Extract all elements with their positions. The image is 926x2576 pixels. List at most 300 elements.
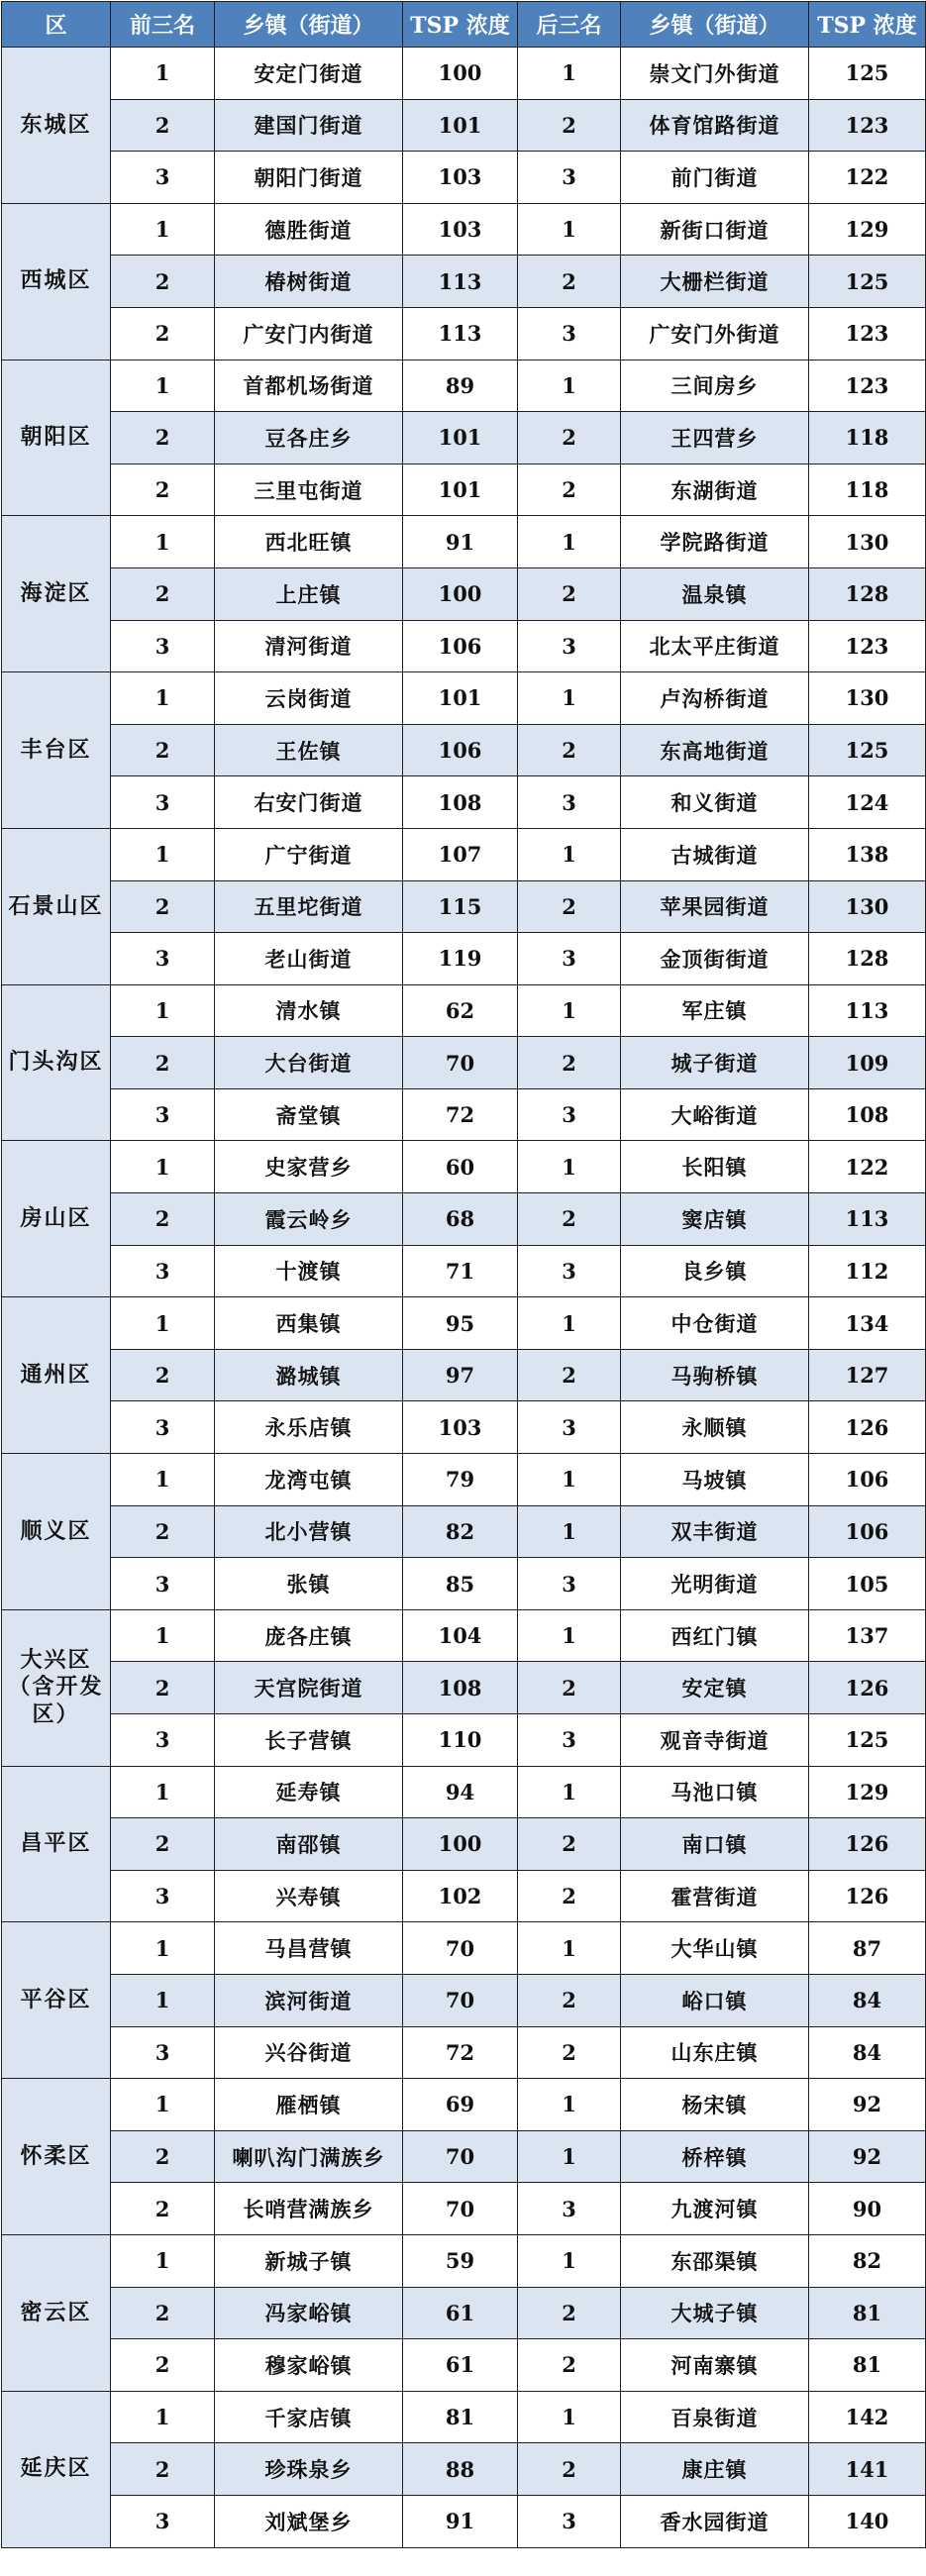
top3-rank-cell: 1 bbox=[111, 2079, 215, 2131]
bottom3-town-cell: 良乡镇 bbox=[621, 1245, 809, 1297]
top3-tsp-cell: 72 bbox=[403, 2026, 518, 2079]
top3-tsp-cell: 110 bbox=[403, 1714, 518, 1767]
top3-rank-cell: 2 bbox=[111, 2287, 215, 2339]
bottom3-tsp-cell: 123 bbox=[809, 360, 926, 412]
bottom3-town-cell: 观音寺街道 bbox=[621, 1714, 809, 1767]
bottom3-tsp-cell: 118 bbox=[809, 412, 926, 464]
top3-town-cell: 斋堂镇 bbox=[215, 1088, 403, 1141]
top3-tsp-cell: 103 bbox=[403, 203, 518, 256]
bottom3-tsp-cell: 128 bbox=[809, 567, 926, 620]
top3-tsp-cell: 60 bbox=[403, 1141, 518, 1193]
district-name: 延庆区 bbox=[2, 2391, 111, 2547]
top3-rank-cell: 1 bbox=[111, 203, 215, 256]
top3-rank-cell: 2 bbox=[111, 256, 215, 308]
top3-rank-cell: 2 bbox=[111, 880, 215, 933]
table-row bbox=[2, 1766, 926, 1818]
bottom3-rank-cell: 2 bbox=[518, 99, 621, 152]
bottom3-rank-cell: 3 bbox=[518, 933, 621, 985]
top3-town-cell: 五里坨街道 bbox=[215, 880, 403, 933]
bottom3-town-cell: 西红门镇 bbox=[621, 1609, 809, 1662]
district-name: 门头沟区 bbox=[2, 984, 111, 1141]
top3-town-cell: 建国门街道 bbox=[215, 99, 403, 152]
bottom3-rank-cell: 2 bbox=[518, 1037, 621, 1089]
bottom3-tsp-cell: 124 bbox=[809, 776, 926, 829]
top3-town-cell: 十渡镇 bbox=[215, 1245, 403, 1297]
bottom3-rank-cell: 3 bbox=[518, 307, 621, 360]
top3-tsp-cell: 102 bbox=[403, 1870, 518, 1922]
table-row bbox=[2, 1714, 926, 1767]
header-top3-town: 乡镇（街道） bbox=[215, 2, 403, 48]
table-row bbox=[2, 1922, 926, 1975]
top3-town-cell: 德胜街道 bbox=[215, 203, 403, 256]
district-name: 密云区 bbox=[2, 2234, 111, 2391]
bottom3-rank-cell: 1 bbox=[518, 984, 621, 1037]
bottom3-rank-cell: 1 bbox=[518, 2234, 621, 2287]
top3-tsp-cell: 106 bbox=[403, 620, 518, 672]
top3-rank-cell: 3 bbox=[111, 1245, 215, 1297]
table-row bbox=[2, 2443, 926, 2496]
top3-rank-cell: 2 bbox=[111, 1193, 215, 1246]
top3-town-cell: 兴寿镇 bbox=[215, 1870, 403, 1922]
top3-rank-cell: 2 bbox=[111, 1662, 215, 1714]
top3-town-cell: 上庄镇 bbox=[215, 567, 403, 620]
bottom3-town-cell: 永顺镇 bbox=[621, 1401, 809, 1454]
bottom3-town-cell: 光明街道 bbox=[621, 1558, 809, 1610]
top3-rank-cell: 2 bbox=[111, 724, 215, 776]
district-name: 怀柔区 bbox=[2, 2079, 111, 2235]
table-row bbox=[2, 203, 926, 256]
bottom3-town-cell: 三间房乡 bbox=[621, 360, 809, 412]
bottom3-rank-cell: 1 bbox=[518, 1766, 621, 1818]
bottom3-town-cell: 大峪街道 bbox=[621, 1088, 809, 1141]
bottom3-tsp-cell: 82 bbox=[809, 2234, 926, 2287]
top3-town-cell: 王佐镇 bbox=[215, 724, 403, 776]
table-row bbox=[2, 360, 926, 412]
bottom3-rank-cell: 1 bbox=[518, 2130, 621, 2183]
top3-tsp-cell: 113 bbox=[403, 307, 518, 360]
top3-town-cell: 首都机场街道 bbox=[215, 360, 403, 412]
top3-town-cell: 西北旺镇 bbox=[215, 516, 403, 568]
district-name: 丰台区 bbox=[2, 672, 111, 829]
top3-rank-cell: 1 bbox=[111, 984, 215, 1037]
bottom3-rank-cell: 2 bbox=[518, 1349, 621, 1401]
top3-rank-cell: 1 bbox=[111, 2391, 215, 2443]
top3-tsp-cell: 95 bbox=[403, 1297, 518, 1350]
top3-tsp-cell: 61 bbox=[403, 2287, 518, 2339]
bottom3-tsp-cell: 106 bbox=[809, 1454, 926, 1506]
top3-tsp-cell: 62 bbox=[403, 984, 518, 1037]
top3-tsp-cell: 71 bbox=[403, 1245, 518, 1297]
table-row bbox=[2, 1870, 926, 1922]
bottom3-tsp-cell: 90 bbox=[809, 2183, 926, 2235]
top3-rank-cell: 3 bbox=[111, 2026, 215, 2079]
bottom3-rank-cell: 3 bbox=[518, 1401, 621, 1454]
top3-tsp-cell: 97 bbox=[403, 1349, 518, 1401]
bottom3-rank-cell: 1 bbox=[518, 1297, 621, 1350]
bottom3-town-cell: 金顶街街道 bbox=[621, 933, 809, 985]
bottom3-rank-cell: 2 bbox=[518, 567, 621, 620]
bottom3-tsp-cell: 123 bbox=[809, 99, 926, 152]
top3-town-cell: 老山街道 bbox=[215, 933, 403, 985]
bottom3-town-cell: 九渡河镇 bbox=[621, 2183, 809, 2235]
bottom3-tsp-cell: 113 bbox=[809, 1193, 926, 1246]
bottom3-rank-cell: 2 bbox=[518, 724, 621, 776]
top3-town-cell: 庞各庄镇 bbox=[215, 1609, 403, 1662]
bottom3-rank-cell: 1 bbox=[518, 1922, 621, 1975]
bottom3-town-cell: 王四营乡 bbox=[621, 412, 809, 464]
bottom3-rank-cell: 3 bbox=[518, 620, 621, 672]
table-row bbox=[2, 152, 926, 204]
table-row bbox=[2, 2391, 926, 2443]
top3-town-cell: 史家营乡 bbox=[215, 1141, 403, 1193]
bottom3-tsp-cell: 112 bbox=[809, 1245, 926, 1297]
bottom3-town-cell: 体育馆路街道 bbox=[621, 99, 809, 152]
top3-rank-cell: 1 bbox=[111, 1297, 215, 1350]
top3-rank-cell: 3 bbox=[111, 776, 215, 829]
table-row bbox=[2, 412, 926, 464]
top3-town-cell: 雁栖镇 bbox=[215, 2079, 403, 2131]
bottom3-tsp-cell: 87 bbox=[809, 1922, 926, 1975]
bottom3-rank-cell: 1 bbox=[518, 1141, 621, 1193]
top3-tsp-cell: 103 bbox=[403, 1401, 518, 1454]
bottom3-rank-cell: 1 bbox=[518, 1454, 621, 1506]
top3-rank-cell: 2 bbox=[111, 2183, 215, 2235]
top3-rank-cell: 3 bbox=[111, 1870, 215, 1922]
district-name: 顺义区 bbox=[2, 1454, 111, 1610]
district-name: 朝阳区 bbox=[2, 360, 111, 516]
top3-tsp-cell: 106 bbox=[403, 724, 518, 776]
table-row bbox=[2, 2130, 926, 2183]
table-row bbox=[2, 2234, 926, 2287]
bottom3-tsp-cell: 92 bbox=[809, 2079, 926, 2131]
bottom3-town-cell: 大城子镇 bbox=[621, 2287, 809, 2339]
top3-tsp-cell: 72 bbox=[403, 1088, 518, 1141]
bottom3-rank-cell: 1 bbox=[518, 48, 621, 100]
top3-town-cell: 龙湾屯镇 bbox=[215, 1454, 403, 1506]
bottom3-tsp-cell: 125 bbox=[809, 48, 926, 100]
top3-town-cell: 长子营镇 bbox=[215, 1714, 403, 1767]
bottom3-tsp-cell: 138 bbox=[809, 828, 926, 880]
top3-rank-cell: 1 bbox=[111, 1609, 215, 1662]
top3-town-cell: 西集镇 bbox=[215, 1297, 403, 1350]
top3-town-cell: 安定门街道 bbox=[215, 48, 403, 100]
table-row bbox=[2, 256, 926, 308]
bottom3-town-cell: 南口镇 bbox=[621, 1818, 809, 1871]
bottom3-tsp-cell: 141 bbox=[809, 2443, 926, 2496]
bottom3-rank-cell: 3 bbox=[518, 1245, 621, 1297]
top3-town-cell: 天宫院街道 bbox=[215, 1662, 403, 1714]
top3-rank-cell: 3 bbox=[111, 933, 215, 985]
header-bottom3-tsp: TSP 浓度 bbox=[809, 2, 926, 48]
table-row bbox=[2, 828, 926, 880]
top3-town-cell: 千家店镇 bbox=[215, 2391, 403, 2443]
table-row bbox=[2, 1349, 926, 1401]
bottom3-rank-cell: 1 bbox=[518, 360, 621, 412]
bottom3-tsp-cell: 128 bbox=[809, 933, 926, 985]
bottom3-tsp-cell: 125 bbox=[809, 256, 926, 308]
bottom3-town-cell: 长阳镇 bbox=[621, 1141, 809, 1193]
bottom3-tsp-cell: 123 bbox=[809, 620, 926, 672]
bottom3-town-cell: 杨宋镇 bbox=[621, 2079, 809, 2131]
top3-town-cell: 云岗街道 bbox=[215, 672, 403, 725]
bottom3-tsp-cell: 126 bbox=[809, 1870, 926, 1922]
top3-rank-cell: 3 bbox=[111, 152, 215, 204]
bottom3-rank-cell: 2 bbox=[518, 1662, 621, 1714]
table-row bbox=[2, 1818, 926, 1871]
table-row bbox=[2, 1245, 926, 1297]
bottom3-tsp-cell: 125 bbox=[809, 724, 926, 776]
top3-rank-cell: 2 bbox=[111, 1349, 215, 1401]
top3-rank-cell: 1 bbox=[111, 1974, 215, 2026]
bottom3-tsp-cell: 122 bbox=[809, 152, 926, 204]
top3-town-cell: 延寿镇 bbox=[215, 1766, 403, 1818]
top3-rank-cell: 1 bbox=[111, 1454, 215, 1506]
top3-tsp-cell: 108 bbox=[403, 1662, 518, 1714]
top3-tsp-cell: 59 bbox=[403, 2234, 518, 2287]
bottom3-rank-cell: 1 bbox=[518, 2391, 621, 2443]
top3-rank-cell: 2 bbox=[111, 464, 215, 516]
bottom3-rank-cell: 1 bbox=[518, 672, 621, 725]
top3-town-cell: 北小营镇 bbox=[215, 1505, 403, 1558]
bottom3-rank-cell: 3 bbox=[518, 152, 621, 204]
bottom3-tsp-cell: 130 bbox=[809, 516, 926, 568]
bottom3-town-cell: 温泉镇 bbox=[621, 567, 809, 620]
bottom3-rank-cell: 1 bbox=[518, 516, 621, 568]
top3-town-cell: 潞城镇 bbox=[215, 1349, 403, 1401]
district-name: 石景山区 bbox=[2, 828, 111, 984]
top3-town-cell: 南邵镇 bbox=[215, 1818, 403, 1871]
bottom3-town-cell: 香水园街道 bbox=[621, 2495, 809, 2547]
bottom3-rank-cell: 2 bbox=[518, 412, 621, 464]
top3-town-cell: 广宁街道 bbox=[215, 828, 403, 880]
top3-rank-cell: 2 bbox=[111, 567, 215, 620]
bottom3-rank-cell: 2 bbox=[518, 1974, 621, 2026]
top3-tsp-cell: 91 bbox=[403, 516, 518, 568]
bottom3-town-cell: 霍营街道 bbox=[621, 1870, 809, 1922]
top3-tsp-cell: 70 bbox=[403, 2130, 518, 2183]
bottom3-town-cell: 东高地街道 bbox=[621, 724, 809, 776]
top3-tsp-cell: 115 bbox=[403, 880, 518, 933]
top3-rank-cell: 2 bbox=[111, 1037, 215, 1089]
bottom3-tsp-cell: 108 bbox=[809, 1088, 926, 1141]
district-name: 房山区 bbox=[2, 1141, 111, 1297]
top3-rank-cell: 2 bbox=[111, 1505, 215, 1558]
bottom3-rank-cell: 1 bbox=[518, 828, 621, 880]
top3-tsp-cell: 89 bbox=[403, 360, 518, 412]
bottom3-town-cell: 新街口街道 bbox=[621, 203, 809, 256]
table-row bbox=[2, 567, 926, 620]
bottom3-town-cell: 和义街道 bbox=[621, 776, 809, 829]
top3-town-cell: 永乐店镇 bbox=[215, 1401, 403, 1454]
table-row bbox=[2, 1401, 926, 1454]
top3-tsp-cell: 94 bbox=[403, 1766, 518, 1818]
bottom3-tsp-cell: 125 bbox=[809, 1714, 926, 1767]
bottom3-tsp-cell: 126 bbox=[809, 1662, 926, 1714]
top3-tsp-cell: 69 bbox=[403, 2079, 518, 2131]
top3-rank-cell: 1 bbox=[111, 360, 215, 412]
top3-rank-cell: 1 bbox=[111, 828, 215, 880]
bottom3-rank-cell: 2 bbox=[518, 1818, 621, 1871]
table-row bbox=[2, 464, 926, 516]
top3-tsp-cell: 107 bbox=[403, 828, 518, 880]
top3-town-cell: 清水镇 bbox=[215, 984, 403, 1037]
top3-town-cell: 椿树街道 bbox=[215, 256, 403, 308]
top3-tsp-cell: 82 bbox=[403, 1505, 518, 1558]
top3-town-cell: 右安门街道 bbox=[215, 776, 403, 829]
table-row bbox=[2, 2079, 926, 2131]
table-row bbox=[2, 2495, 926, 2547]
top3-town-cell: 兴谷街道 bbox=[215, 2026, 403, 2079]
table-row bbox=[2, 48, 926, 100]
bottom3-tsp-cell: 130 bbox=[809, 880, 926, 933]
bottom3-town-cell: 马池口镇 bbox=[621, 1766, 809, 1818]
district-name: 海淀区 bbox=[2, 516, 111, 672]
top3-town-cell: 冯家峪镇 bbox=[215, 2287, 403, 2339]
tsp-ranking-table bbox=[1, 1, 926, 2548]
top3-town-cell: 长哨营满族乡 bbox=[215, 2183, 403, 2235]
bottom3-town-cell: 安定镇 bbox=[621, 1662, 809, 1714]
top3-town-cell: 张镇 bbox=[215, 1558, 403, 1610]
bottom3-rank-cell: 1 bbox=[518, 2079, 621, 2131]
top3-rank-cell: 1 bbox=[111, 516, 215, 568]
bottom3-tsp-cell: 129 bbox=[809, 1766, 926, 1818]
table-row bbox=[2, 933, 926, 985]
bottom3-tsp-cell: 81 bbox=[809, 2339, 926, 2392]
table-row bbox=[2, 2339, 926, 2392]
top3-tsp-cell: 101 bbox=[403, 672, 518, 725]
bottom3-town-cell: 大华山镇 bbox=[621, 1922, 809, 1975]
top3-rank-cell: 2 bbox=[111, 2130, 215, 2183]
top3-tsp-cell: 103 bbox=[403, 152, 518, 204]
bottom3-town-cell: 东邵渠镇 bbox=[621, 2234, 809, 2287]
top3-town-cell: 珍珠泉乡 bbox=[215, 2443, 403, 2496]
bottom3-town-cell: 峪口镇 bbox=[621, 1974, 809, 2026]
top3-tsp-cell: 104 bbox=[403, 1609, 518, 1662]
table-row bbox=[2, 880, 926, 933]
bottom3-tsp-cell: 126 bbox=[809, 1818, 926, 1871]
table-row bbox=[2, 1662, 926, 1714]
top3-tsp-cell: 100 bbox=[403, 48, 518, 100]
top3-town-cell: 穆家峪镇 bbox=[215, 2339, 403, 2392]
header-bottom3-rank: 后三名 bbox=[518, 2, 621, 48]
top3-rank-cell: 3 bbox=[111, 1401, 215, 1454]
bottom3-town-cell: 北太平庄街道 bbox=[621, 620, 809, 672]
bottom3-rank-cell: 2 bbox=[518, 256, 621, 308]
top3-town-cell: 霞云岭乡 bbox=[215, 1193, 403, 1246]
bottom3-rank-cell: 3 bbox=[518, 1558, 621, 1610]
bottom3-town-cell: 中仓街道 bbox=[621, 1297, 809, 1350]
bottom3-rank-cell: 2 bbox=[518, 1870, 621, 1922]
top3-town-cell: 广安门内街道 bbox=[215, 307, 403, 360]
bottom3-rank-cell: 1 bbox=[518, 1609, 621, 1662]
top3-tsp-cell: 108 bbox=[403, 776, 518, 829]
header-bottom3-town: 乡镇（街道） bbox=[621, 2, 809, 48]
top3-tsp-cell: 70 bbox=[403, 1974, 518, 2026]
top3-rank-cell: 1 bbox=[111, 672, 215, 725]
top3-rank-cell: 3 bbox=[111, 1088, 215, 1141]
bottom3-town-cell: 大栅栏街道 bbox=[621, 256, 809, 308]
top3-rank-cell: 2 bbox=[111, 1818, 215, 1871]
bottom3-tsp-cell: 127 bbox=[809, 1349, 926, 1401]
top3-rank-cell: 3 bbox=[111, 1714, 215, 1767]
top3-rank-cell: 1 bbox=[111, 2234, 215, 2287]
bottom3-rank-cell: 3 bbox=[518, 2495, 621, 2547]
table-body bbox=[2, 48, 926, 2548]
table-row bbox=[2, 1974, 926, 2026]
district-name: 昌平区 bbox=[2, 1766, 111, 1922]
top3-tsp-cell: 113 bbox=[403, 256, 518, 308]
bottom3-town-cell: 古城街道 bbox=[621, 828, 809, 880]
top3-tsp-cell: 61 bbox=[403, 2339, 518, 2392]
bottom3-town-cell: 广安门外街道 bbox=[621, 307, 809, 360]
table-row bbox=[2, 1193, 926, 1246]
bottom3-town-cell: 学院路街道 bbox=[621, 516, 809, 568]
top3-tsp-cell: 70 bbox=[403, 1037, 518, 1089]
table-row bbox=[2, 1088, 926, 1141]
bottom3-town-cell: 河南寨镇 bbox=[621, 2339, 809, 2392]
top3-tsp-cell: 101 bbox=[403, 412, 518, 464]
bottom3-tsp-cell: 134 bbox=[809, 1297, 926, 1350]
top3-town-cell: 刘斌堡乡 bbox=[215, 2495, 403, 2547]
top3-rank-cell: 2 bbox=[111, 99, 215, 152]
table-row bbox=[2, 1609, 926, 1662]
table-row bbox=[2, 99, 926, 152]
top3-rank-cell: 2 bbox=[111, 307, 215, 360]
top3-town-cell: 三里屯街道 bbox=[215, 464, 403, 516]
table-row bbox=[2, 1297, 926, 1350]
bottom3-town-cell: 马坡镇 bbox=[621, 1454, 809, 1506]
bottom3-rank-cell: 2 bbox=[518, 880, 621, 933]
bottom3-tsp-cell: 109 bbox=[809, 1037, 926, 1089]
table-row bbox=[2, 724, 926, 776]
top3-rank-cell: 1 bbox=[111, 1766, 215, 1818]
table-row bbox=[2, 1454, 926, 1506]
bottom3-rank-cell: 3 bbox=[518, 1714, 621, 1767]
top3-rank-cell: 2 bbox=[111, 2339, 215, 2392]
table-row bbox=[2, 984, 926, 1037]
top3-town-cell: 马昌营镇 bbox=[215, 1922, 403, 1975]
top3-tsp-cell: 101 bbox=[403, 464, 518, 516]
table-row bbox=[2, 776, 926, 829]
bottom3-town-cell: 苹果园街道 bbox=[621, 880, 809, 933]
bottom3-rank-cell: 3 bbox=[518, 1088, 621, 1141]
top3-tsp-cell: 100 bbox=[403, 567, 518, 620]
table-row bbox=[2, 2026, 926, 2079]
bottom3-tsp-cell: 84 bbox=[809, 2026, 926, 2079]
top3-rank-cell: 1 bbox=[111, 48, 215, 100]
top3-tsp-cell: 70 bbox=[403, 2183, 518, 2235]
bottom3-town-cell: 双丰街道 bbox=[621, 1505, 809, 1558]
bottom3-tsp-cell: 84 bbox=[809, 1974, 926, 2026]
table-row bbox=[2, 672, 926, 725]
bottom3-rank-cell: 1 bbox=[518, 1505, 621, 1558]
bottom3-rank-cell: 1 bbox=[518, 203, 621, 256]
district-name: 大兴区（含开发区） bbox=[2, 1609, 111, 1766]
bottom3-tsp-cell: 130 bbox=[809, 672, 926, 725]
top3-rank-cell: 1 bbox=[111, 1141, 215, 1193]
top3-rank-cell: 1 bbox=[111, 1922, 215, 1975]
top3-tsp-cell: 88 bbox=[403, 2443, 518, 2496]
bottom3-tsp-cell: 81 bbox=[809, 2287, 926, 2339]
bottom3-town-cell: 马驹桥镇 bbox=[621, 1349, 809, 1401]
bottom3-town-cell: 桥梓镇 bbox=[621, 2130, 809, 2183]
top3-town-cell: 豆各庄乡 bbox=[215, 412, 403, 464]
bottom3-rank-cell: 2 bbox=[518, 2339, 621, 2392]
district-name: 东城区 bbox=[2, 48, 111, 204]
table-row bbox=[2, 516, 926, 568]
bottom3-rank-cell: 2 bbox=[518, 1193, 621, 1246]
top3-tsp-cell: 81 bbox=[403, 2391, 518, 2443]
